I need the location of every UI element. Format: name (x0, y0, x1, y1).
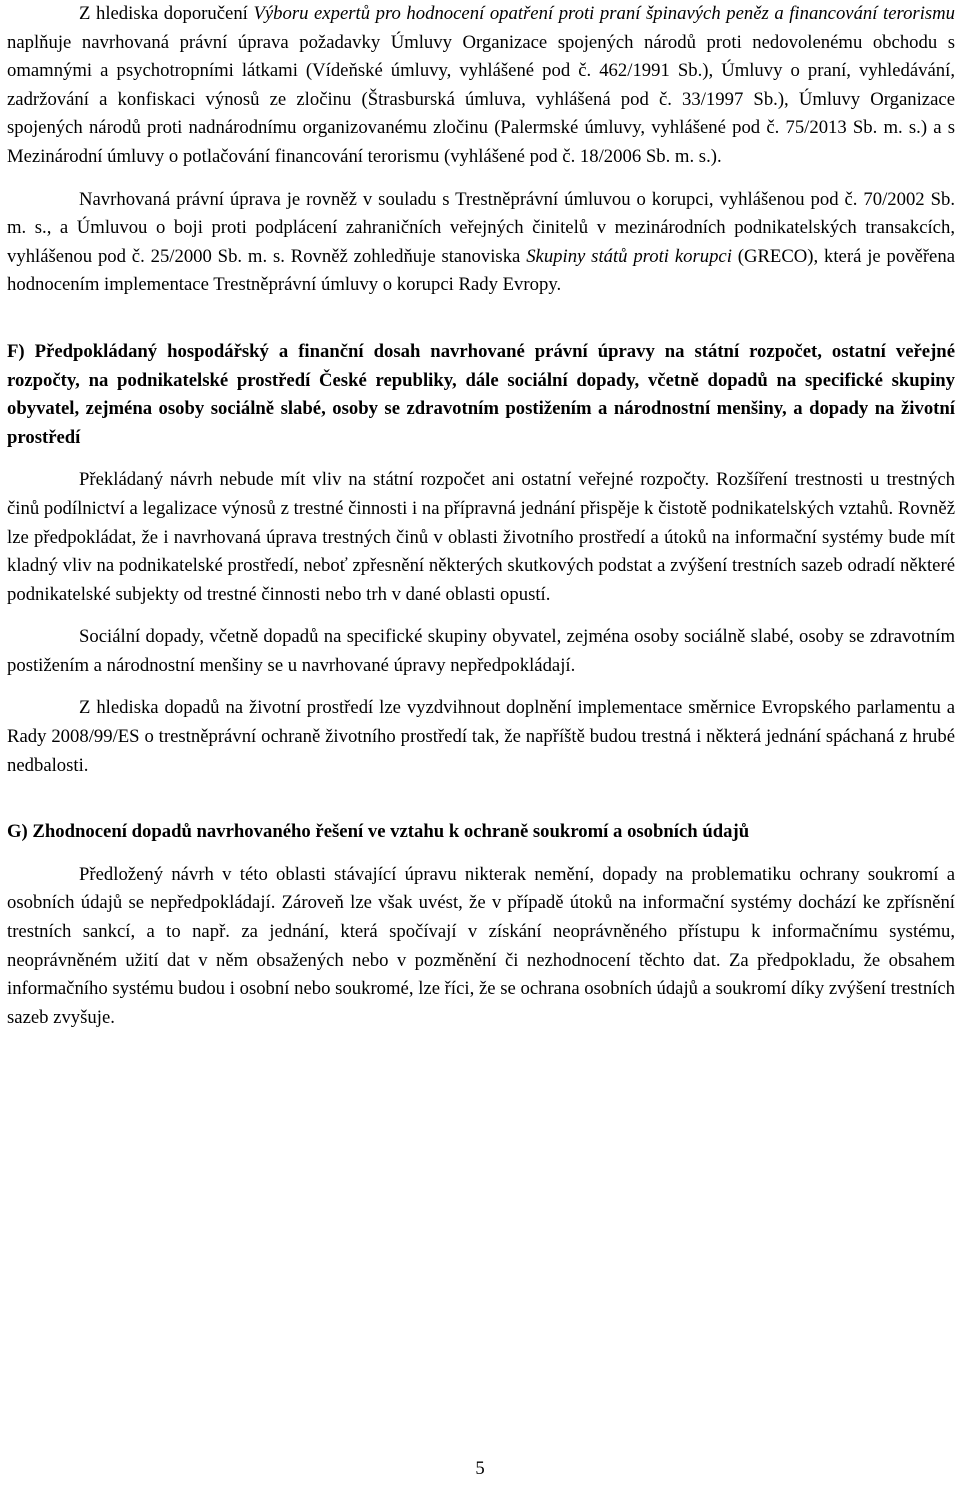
paragraph-budget-impact: Překládaný návrh nebude mít vliv na státní rozpočet ani ostatní veřejné rozpočty. Rozšíření trestnosti u trestných činů podílnictví a legalizace výnosů z trestné činnosti i na přípravná jednání přispěje k čistotě podnikatelských vztahů. Rovněž lze předpokládat, že i navrhovaná úprava trestných činů v oblasti životního prostředí a útoků na informační systémy bude mít kladný vliv na podnikatelské prostředí, neboť zpřesnění některých skutkových podstat a zvýšení trestních sazeb odradí některé podnikatelské subjekty od trestné činnosti nebo trh v dané oblasti opustí. (7, 469, 955, 605)
text-run: Z hlediska doporučení (79, 3, 254, 24)
document-page (7, 0, 955, 1032)
paragraph-privacy-impact: Předložený návrh v této oblasti stávající úpravu nikterak nemění, dopady na problematiku ochrany soukromí a osobních údajů se nepředpokládají. Zároveň lze však uvést, že v případě útoků na informační systémy dochází ke zpřísnění trestních sankcí, a to např. za jednání, která spočívají v získání neoprávněného přístupu k informačnímu systému, neoprávněném užití dat v něm obsažených nebo v pozměnění či nezhodnocení těchto dat. Za předpokladu, že obsahem informačního systému budou i osobní nebo soukromé, lze říci, že se ochrana osobních údajů a soukromí díky zvýšení trestních sazeb zvyšuje. (7, 863, 955, 1028)
text-run: naplňuje navrhovaná právní úprava požadavky Úmluvy Organizace spojených národů proti nedovolenému obchodu s omamnými a psychotropními látkami (Vídeňské úmluvy, vyhlášené pod č. 462/1991 Sb.), Úmluvy o praní, vyhledávání, zadržování a konfiskaci výnosů ze zločinu (Štrasburská úmluva, vyhlášená pod č. 33/1997 Sb.), Úmluvy Organizace spojených národů proti nadnárodnímu organizovanému zločinu (Palermské úmluvy, vyhlášené pod č. 75/2013 Sb. m. s.) a s Mezinárodní úmluvy o potlačování financování terorismu (vyhlášené pod č. 18/2006 Sb. m. s.). (7, 31, 955, 167)
text-run: (GRECO), která je pověřena hodnocením implementace Trestněprávní úmluvy o korupci Rady Evropy. (7, 245, 955, 296)
section-heading-g: G) Zhodnocení dopadů navrhovaného řešení ve vztahu k ochraně soukromí a osobních údajů (7, 821, 750, 843)
paragraph-international-conventions (7, 0, 955, 172)
section-heading-f: F) Předpokládaný hospodářský a finanční dosah navrhované právní úpravy na státní rozpočet, ostatní veřejné rozpočty, na podnikatelské prostředí České republiky, dále sociální dopady, včetně dopadů na specifické skupiny obyvatel, zejména osoby sociálně slabé, osoby se zdravotním postižením a národnostní menšiny, a dopady na životní prostředí (7, 340, 955, 448)
text-run: Navrhovaná právní úprava je rovněž v souladu s Trestněprávní úmluvou o korupci, vyhlášenou pod č. 70/2002 Sb. m. s., a Úmluvou o boji proti podplácení zahraničních veřejných činitelů v mezinárodních podnikatelských transakcích, vyhlášenou pod č. 25/2000 Sb. m. s. Rovněž zohledňuje stanoviska (7, 188, 955, 267)
paragraph-environment-impact: Z hlediska dopadů na životní prostředí lze vyzdvihnout doplnění implementace směrnice Evropského parlamentu a Rady 2008/99/ES o trestněprávní ochraně životního prostředí tak, že napříště budou trestná i některá jednání spáchaná z hrubé nedbalosti. (7, 697, 955, 776)
italic-committee-name: Výboru expertů pro hodnocení opatření proti praní špinavých peněz a financování terorismu (253, 3, 955, 24)
paragraph-corruption-conventions (7, 186, 955, 300)
italic-greco-name: Skupiny států proti korupci (526, 245, 732, 267)
paragraph-social-impact: Sociální dopady, včetně dopadů na specifické skupiny obyvatel, zejména osoby sociálně slabé, osoby se zdravotním postižením a národnostní menšiny se u navrhované úpravy nepředpokládají. (7, 626, 955, 676)
page-number: 5 (475, 1458, 485, 1479)
